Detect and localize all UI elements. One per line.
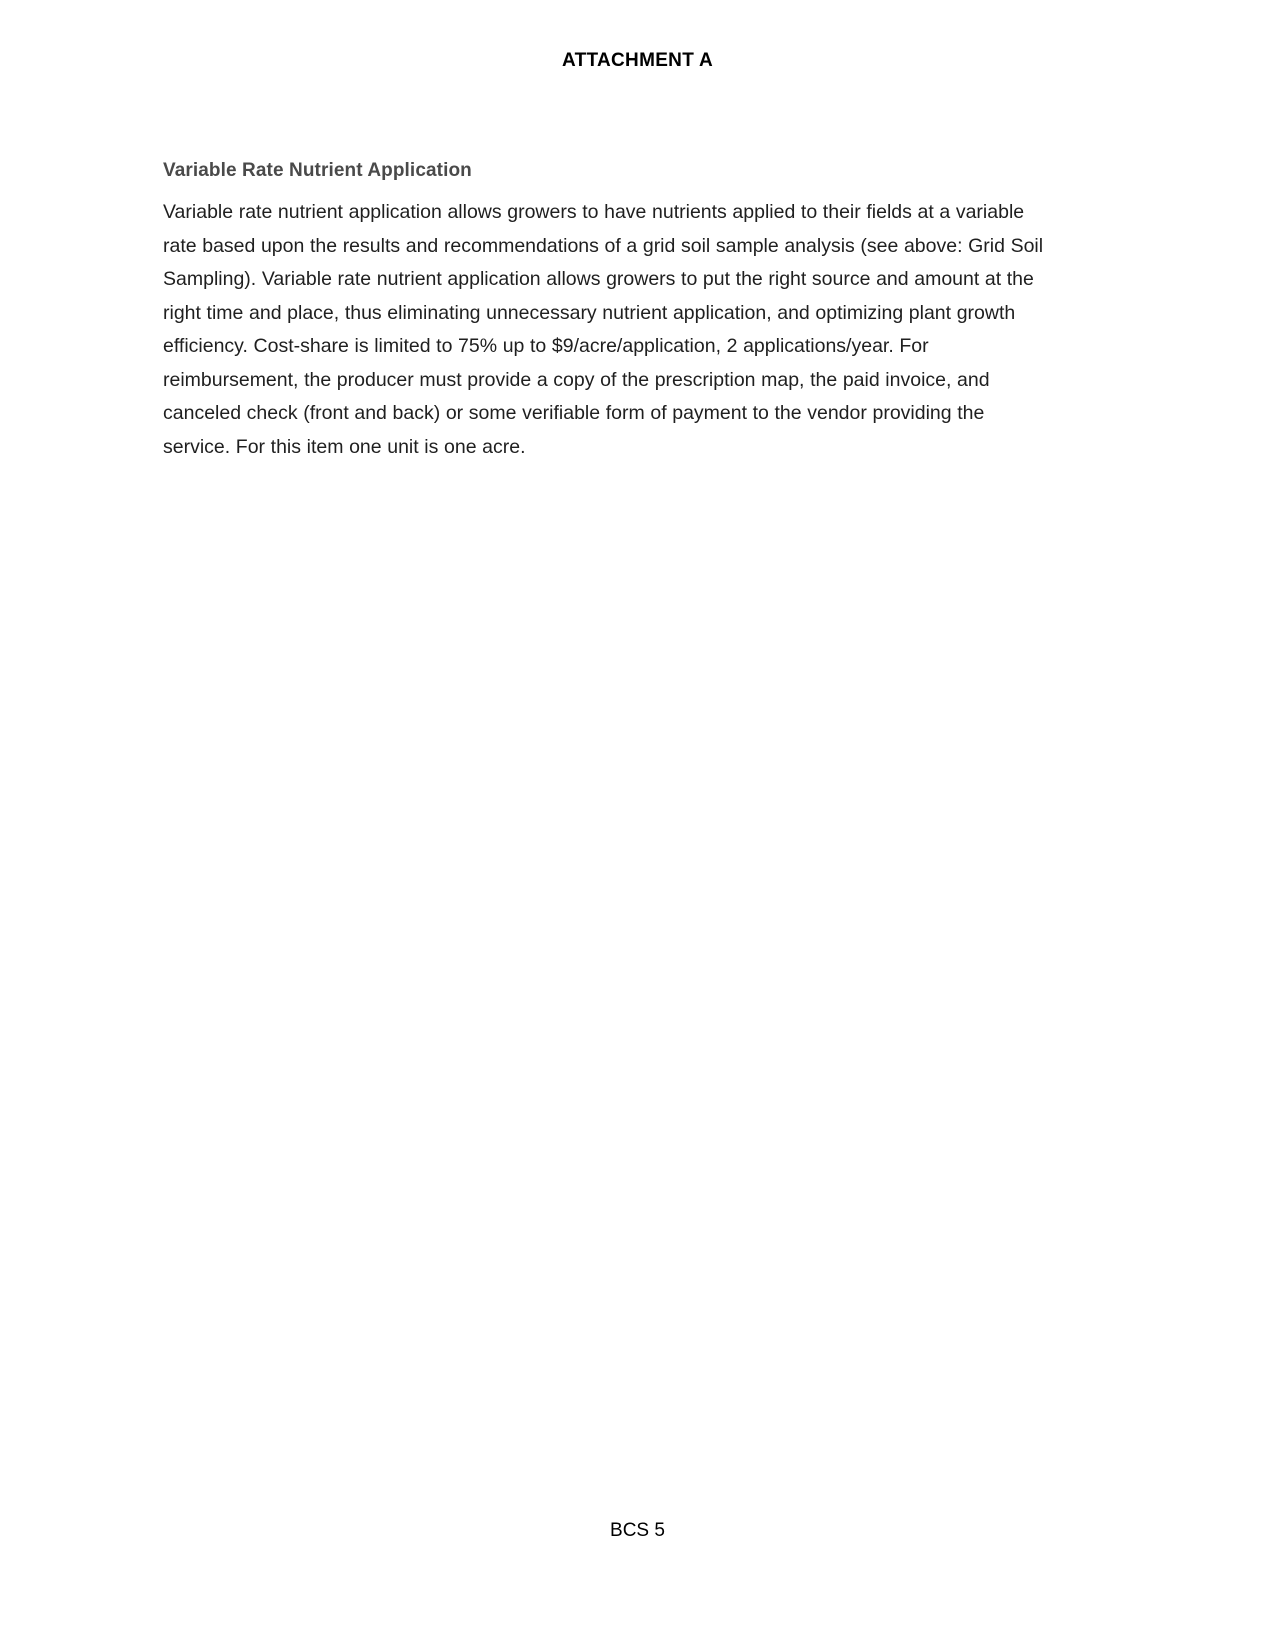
page-title: ATTACHMENT A bbox=[562, 50, 713, 71]
section-paragraph: Variable rate nutrient application allows growers to have nutrients applied to their fields at a variable rate based upon the results and recommendations of a grid soil sample analysis (see above: Grid Soil Sampling). Variable rate nutrient application allows growers to put the right source and amount at the right time and place, thus eliminating unnecessary nutrient application, and optimizing plant growth efficiency. Cost-share is limited to 75% up to $9/acre/application, 2 applications/year. For reimbursement, the producer must provide a copy of the prescription map, the paid invoice, and canceled check (front and back) or some verifiable form of payment to the vendor providing the service. For this item one unit is one acre. bbox=[163, 201, 1044, 458]
document-body bbox=[163, 160, 1053, 464]
section-heading: Variable Rate Nutrient Application bbox=[163, 160, 472, 181]
page-footer: BCS 5 bbox=[610, 1520, 665, 1541]
